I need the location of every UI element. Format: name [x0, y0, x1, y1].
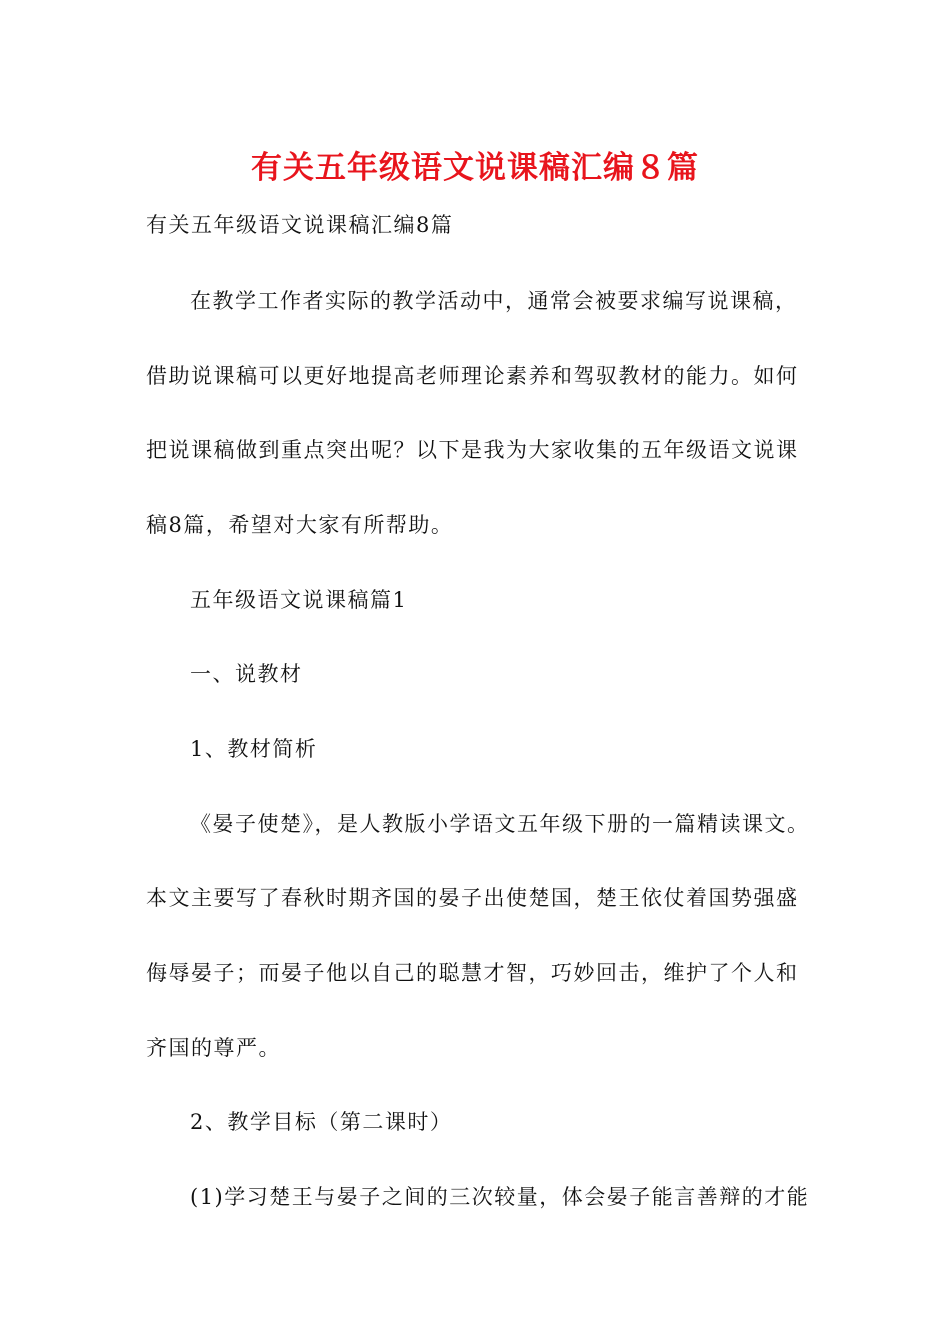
- subtitle-line: 有关五年级语文说课稿汇编8篇: [146, 213, 454, 237]
- paragraph-line: 本文主要写了春秋时期齐国的晏子出使楚国，楚王依仗着国势强盛: [146, 886, 799, 910]
- paragraph-line: 齐国的尊严。: [146, 1036, 281, 1060]
- section-heading: 1、教材简析: [190, 737, 318, 761]
- section-heading: 五年级语文说课稿篇1: [190, 588, 408, 612]
- paragraph-line: 稿8篇，希望对大家有所帮助。: [146, 513, 454, 537]
- paragraph-line: 把说课稿做到重点突出呢？以下是我为大家收集的五年级语文说课: [146, 438, 799, 462]
- paragraph-line: 侮辱晏子；而晏子他以自己的聪慧才智，巧妙回击，维护了个人和: [146, 961, 799, 985]
- section-heading: 一、说教材: [190, 662, 303, 686]
- paragraph-line: 借助说课稿可以更好地提高老师理论素养和驾驭教材的能力。如何: [146, 364, 799, 388]
- paragraph-line: 《晏子使楚》，是人教版小学语文五年级下册的一篇精读课文。: [190, 812, 810, 836]
- paragraph-line: 在教学工作者实际的教学活动中，通常会被要求编写说课稿，: [190, 289, 798, 313]
- section-heading: 2、教学目标（第二课时）: [190, 1110, 453, 1134]
- paragraph-line: (1)学习楚王与晏子之间的三次较量，体会晏子能言善辩的才能: [190, 1185, 810, 1209]
- page-title: 有关五年级语文说课稿汇编８篇: [251, 150, 699, 186]
